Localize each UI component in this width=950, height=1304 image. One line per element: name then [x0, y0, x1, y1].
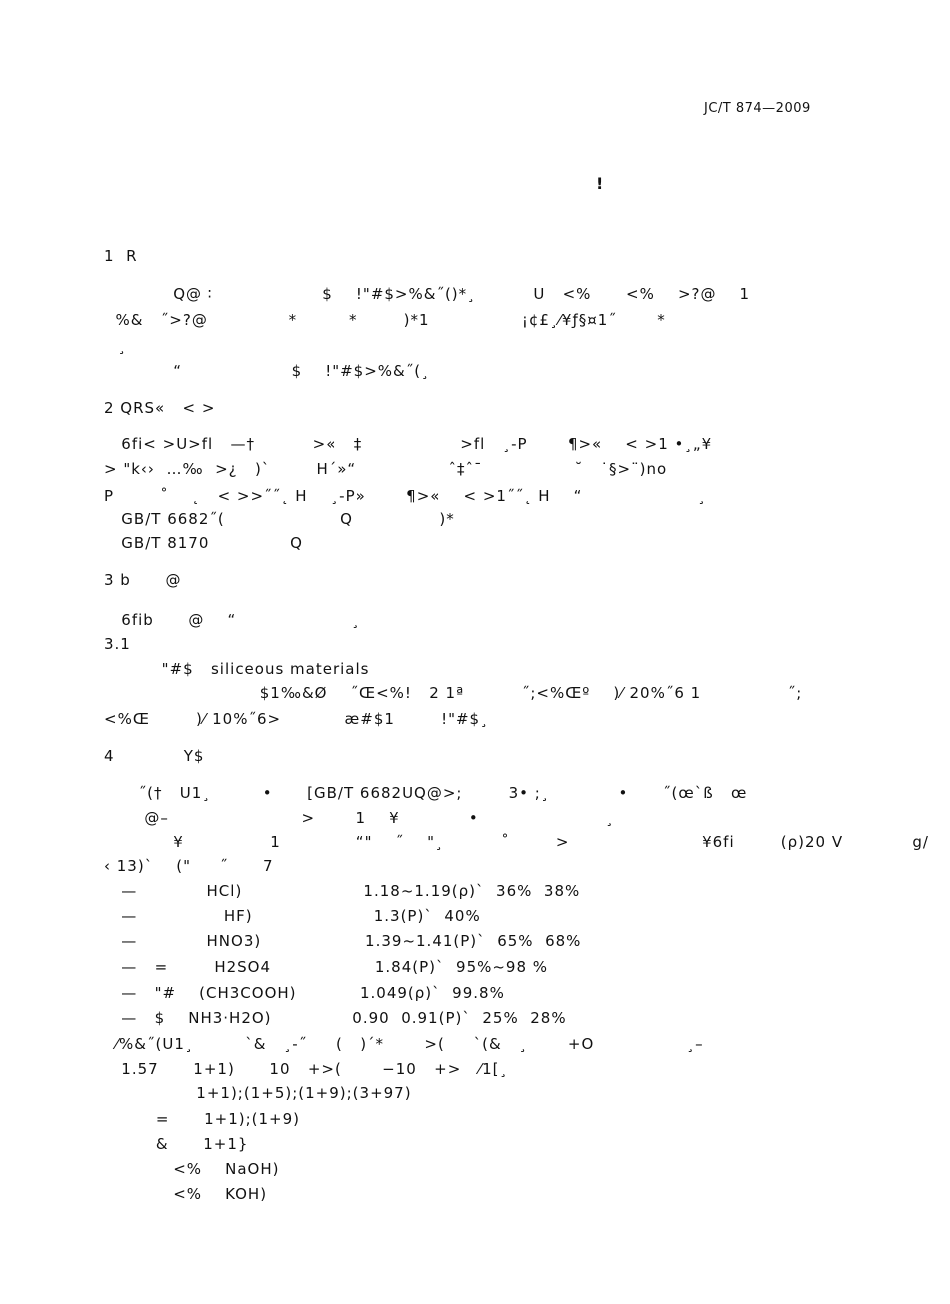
reagent-item-hcl: — HCl) 1.18~1.19(ρ)` 36% 38%	[104, 882, 581, 900]
clause-3-1-number: 3.1	[104, 635, 131, 653]
dilution-ratios: & 1+1}	[104, 1135, 249, 1153]
text-line: > "k‹› …‰ >¿ )` H´»“ ˆ‡ˆ¯ ˘ ˙§>¨)no	[104, 460, 668, 478]
reagent-item-koh: <% KOH)	[104, 1185, 268, 1203]
page-mark: !	[596, 174, 605, 193]
text-line: ‹ 13)` (" ˝ 7	[104, 857, 274, 875]
text-line: ˝(† U1¸ • [GB/T 6682UQ@>; 3• ;¸ • ˝(œ`ß œ	[104, 784, 748, 802]
dilution-ratios: = 1+1);(1+9)	[104, 1110, 301, 1128]
reagent-item-hf: — HF) 1.3(P)` 40%	[104, 907, 481, 925]
text-line: ¥ 1 “" ˝ "¸ ˚ > ¥6fi (ρ)20 V g/	[104, 833, 929, 851]
reagent-item-naoh: <% NaOH)	[104, 1160, 280, 1178]
text-line: <%Œ )⁄ 10%˝6> æ#$1 !"#$¸	[104, 710, 489, 728]
text-line: “ $ !"#$>%&˝(¸	[104, 362, 430, 380]
text-line: %& ˝>?@ * * )*1 ¡¢£¸⁄¥ƒ§¤1˝ *	[104, 311, 666, 329]
term-siliceous-materials: "#$ siliceous materials	[104, 660, 370, 678]
text-line: ⁄%&˝(U1¸ `& ¸-˝ ( )´* >( `(& ¸ +O ¸–	[104, 1035, 704, 1053]
section-4-heading: 4 Y$	[104, 747, 205, 765]
section-2-heading: 2 QRS« < >	[104, 399, 216, 417]
text-line: 6fi< >U>fl —† >« ‡ >fl ¸-P ¶>« < >1 •¸„¥	[104, 435, 713, 453]
text-line: @– > 1 ¥ • ¸	[104, 809, 615, 827]
text-line: P ˚ ˛ < >>˝˝˛ H ¸-P» ¶>« < >1˝˝˛ H “ ¸	[104, 487, 707, 505]
reagent-item-ammonia: — $ NH3·H2O) 0.90 0.91(P)` 25% 28%	[104, 1009, 567, 1027]
text-line: 6fib @ “ ¸	[104, 611, 361, 629]
reference-gbt8170: GB/T 8170 Q	[104, 534, 303, 552]
section-3-heading: 3 b @	[104, 571, 182, 589]
text-line: $1‰&Ø ˝Œ<%! 2 1ª ˝;<%Œº )⁄ 20%˝6 1 ˝;	[104, 684, 803, 702]
standard-number: JC/T 874—2009	[704, 101, 811, 116]
reagent-item-acetic-acid: — "# (CH3COOH) 1.049(ρ)` 99.8%	[104, 984, 505, 1002]
reagent-item-hno3: — HNO3) 1.39~1.41(P)` 65% 68%	[104, 932, 582, 950]
reference-gbt6682: GB/T 6682˝( Q )*	[104, 510, 455, 528]
section-1-heading: 1 R	[104, 247, 138, 265]
dilution-ratios: 1+1);(1+5);(1+9);(3+97)	[104, 1084, 412, 1102]
text-line: ¸	[118, 337, 127, 355]
reagent-item-h2so4: — = H2SO4 1.84(P)` 95%~98 %	[104, 958, 549, 976]
text-line: 1.57 1+1) 10 +>( −10 +> ⁄1[¸	[104, 1060, 508, 1078]
text-line: Q@ ∶ $ !"#$>%&˝()*¸ U <% <% >?@ 1	[104, 285, 751, 303]
